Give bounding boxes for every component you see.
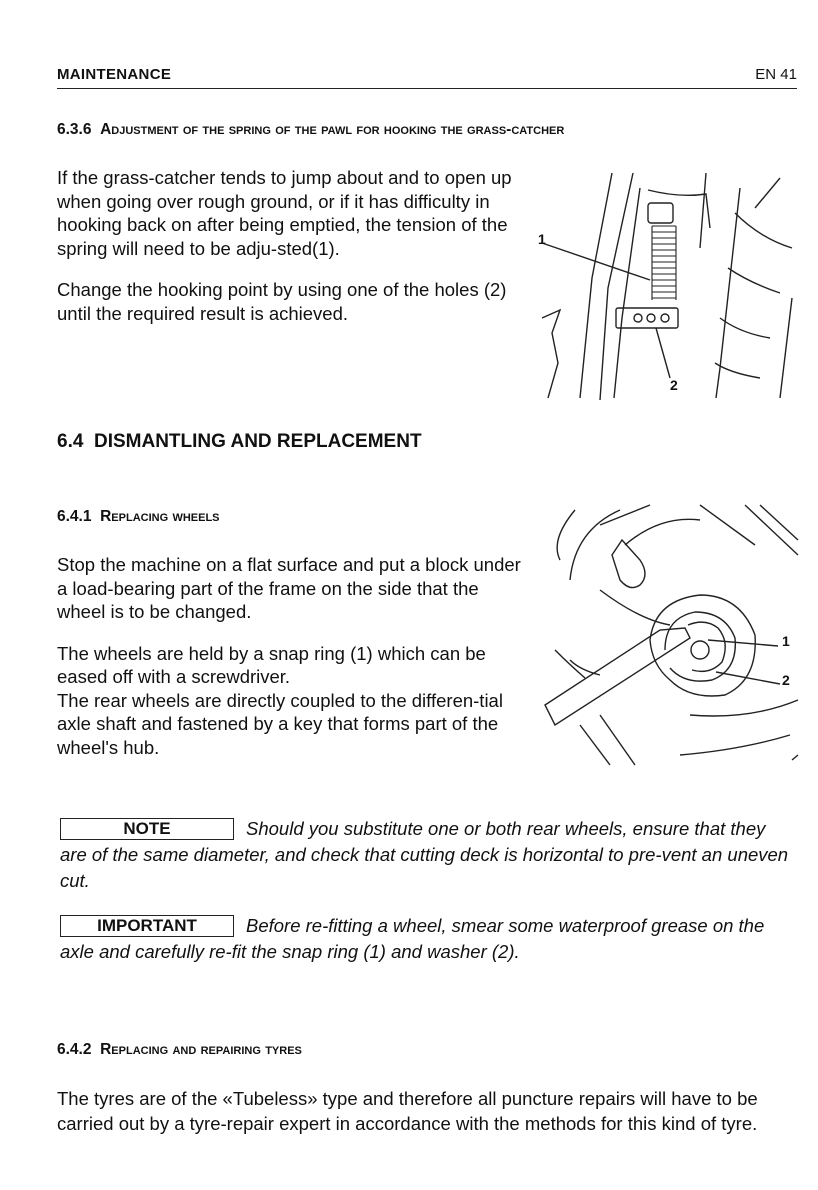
heading-title: DISMANTLING AND REPLACEMENT: [93, 431, 422, 452]
paragraph: The tyres are of the «Tubeless» type and therefore all puncture repairs will have to be carried out by a tyre-repair expert in accordance with the methods for this kind of tyre.: [57, 1088, 758, 1134]
heading-6-4-1: [57, 508, 220, 526]
heading-number: 6.4.1: [57, 508, 92, 525]
heading-title: Adjustment of the spring of the pawl for hooking the grass-catcher: [100, 121, 565, 138]
heading-title: Replacing wheels: [100, 508, 220, 525]
section-title: MAINTENANCE: [57, 66, 172, 83]
page-header: [57, 66, 797, 89]
section-6-4-2-text: [57, 1086, 797, 1136]
paragraph: The wheels are held by a snap ring (1) which can be eased off with a screwdriver.: [57, 642, 486, 687]
heading-number: 6.4.2: [57, 1041, 92, 1058]
heading-number: 6.4: [57, 431, 84, 452]
heading-6-3-6: [57, 121, 564, 139]
note-label: NOTE: [60, 818, 234, 840]
paragraph: Change the hooking point by using one of the holes (2) until the required result is achieved.: [57, 279, 507, 324]
heading-6-4: [57, 431, 422, 453]
callout-2: 2: [670, 377, 678, 393]
important-label: IMPORTANT: [60, 915, 234, 937]
section-6-4-1-text: [57, 553, 527, 759]
heading-title: Replacing and repairing tyres: [100, 1041, 302, 1058]
callout-1: 1: [538, 231, 546, 247]
heading-6-4-2: [57, 1041, 302, 1059]
spring-pawl-illustration: [530, 168, 800, 403]
callout-2: 2: [782, 672, 790, 688]
wheel-snap-ring-illustration: [540, 500, 802, 780]
important-block: [60, 913, 790, 965]
callout-1: 1: [782, 633, 790, 649]
section-6-3-6-text: [57, 166, 522, 325]
paragraph: The rear wheels are directly coupled to the differen-tial axle shaft and fastened by a key that forms part of the wheel's hub.: [57, 689, 503, 758]
paragraph: If the grass-catcher tends to jump about and to open up when going over rough ground, or if it has difficulty in hooking back on after being emptied, the tension of the spring will need to be adju-sted(1).: [57, 167, 512, 259]
important-text: Before re-fitting a wheel, smear some waterproof grease on the axle and carefully re-fit the snap ring (1) and washer (2).: [60, 915, 765, 962]
note-text: Should you substitute one or both rear wheels, ensure that they are of the same diameter, and check that cutting deck is horizontal to pre-vent an uneven cut.: [60, 818, 789, 891]
note-block: [60, 816, 790, 894]
heading-number: 6.3.6: [57, 121, 92, 138]
paragraph: Stop the machine on a flat surface and put a block under a load-bearing part of the frame on the side that the wheel is to be changed.: [57, 554, 521, 622]
page-number: EN 41: [755, 66, 797, 83]
